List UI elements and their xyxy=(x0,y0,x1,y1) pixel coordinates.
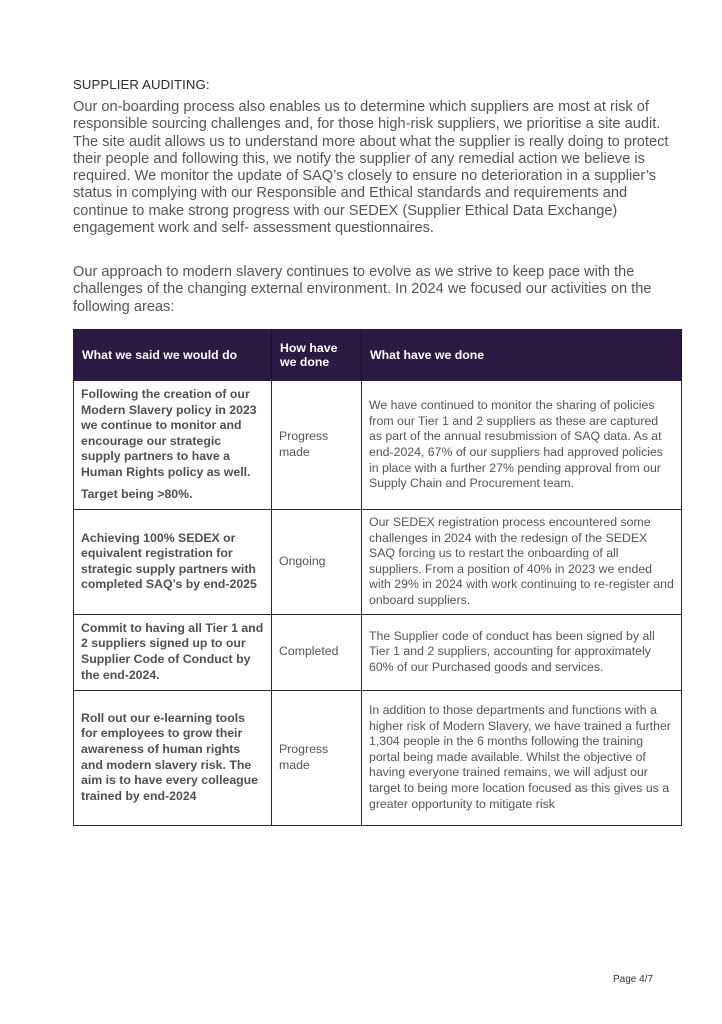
outcome-cell: We have continued to monitor the sharing of policies from our Tier 1 and 2 suppliers as these are captured as part of the annual resubmission of SAQ data. As at end-2024, 67% of our suppliers had approved policies in place with a further 27% pending approval from our Supply Chain and Procurement team. xyxy=(362,381,682,510)
table-row xyxy=(74,381,682,510)
commitment-cell: Roll out our e-learning tools for employees to grow their awareness of human rights and modern slavery risk. The aim is to have every colleague trained by end-2024 xyxy=(74,690,272,825)
outcome-cell: Our SEDEX registration process encountered some challenges in 2024 with the redesign of the SEDEX SAQ forcing us to restart the onboarding of all suppliers. From a position of 40% in 2023 we ended with 29% in 2024 with work continuing to re-register and onboard suppliers. xyxy=(362,510,682,615)
status-cell: Progress made xyxy=(272,690,362,825)
section-heading: SUPPLIER AUDITING: xyxy=(73,77,210,92)
table-row xyxy=(74,690,682,825)
page-number: Page 4/7 xyxy=(613,974,654,985)
commitment-text: Following the creation of our Modern Slavery policy in 2023 we continue to monitor and encourage our strategic supply partners to have a Human Rights policy as well. xyxy=(81,386,257,479)
table-row xyxy=(74,510,682,615)
commitments-table xyxy=(73,329,682,826)
status-cell: Completed xyxy=(272,614,362,690)
commitment-target: Target being >80%. xyxy=(81,487,193,502)
status-cell: Progress made xyxy=(272,381,362,510)
commitment-cell: Achieving 100% SEDEX or equivalent registration for strategic supply partners with completed SAQ’s by end-2025 xyxy=(74,510,272,615)
approach-paragraph: Our approach to modern slavery continues to evolve as we strive to keep pace with the challenges of the changing external environment. In 2024 we focused our activities on the following areas: xyxy=(73,264,652,315)
column-header-status: How have we done xyxy=(272,330,362,381)
commitment-cell xyxy=(74,381,272,510)
intro-paragraph: Our on-boarding process also enables us to determine which suppliers are most at risk of responsible sourcing challenges and, for those high-risk suppliers, we prioritise a site audit. The site audit allows us to understand more about what the supplier is really doing to protect their people and following this, we notify the supplier of any remedial action we believe is required. We monitor the update of SAQ’s closely to ensure no deterioration in a supplier’s status in complying with our Responsible and Ethical standards and requirements and continue to make strong progress with our SEDEX (Supplier Ethical Data Exchange) engagement work and self- assessment questionnaires. xyxy=(73,99,669,237)
table-header-row xyxy=(74,330,682,381)
column-header-done: What have we done xyxy=(362,330,682,381)
outcome-cell: The Supplier code of conduct has been signed by all Tier 1 and 2 suppliers, accounting for approximately 60% of our Purchased goods and services. xyxy=(362,614,682,690)
column-header-said: What we said we would do xyxy=(74,330,272,381)
table-row xyxy=(74,614,682,690)
outcome-cell: In addition to those departments and functions with a higher risk of Modern Slavery, we have trained a further 1,304 people in the 6 months following the training portal being made available. Whilst the objective of having everyone trained remains, we will adjust our target to being more location focused as this gives us a greater opportunity to mitigate risk xyxy=(362,690,682,825)
commitment-cell: Commit to having all Tier 1 and 2 suppliers signed up to our Supplier Code of Conduct by the end-2024. xyxy=(74,614,272,690)
status-cell: Ongoing xyxy=(272,510,362,615)
